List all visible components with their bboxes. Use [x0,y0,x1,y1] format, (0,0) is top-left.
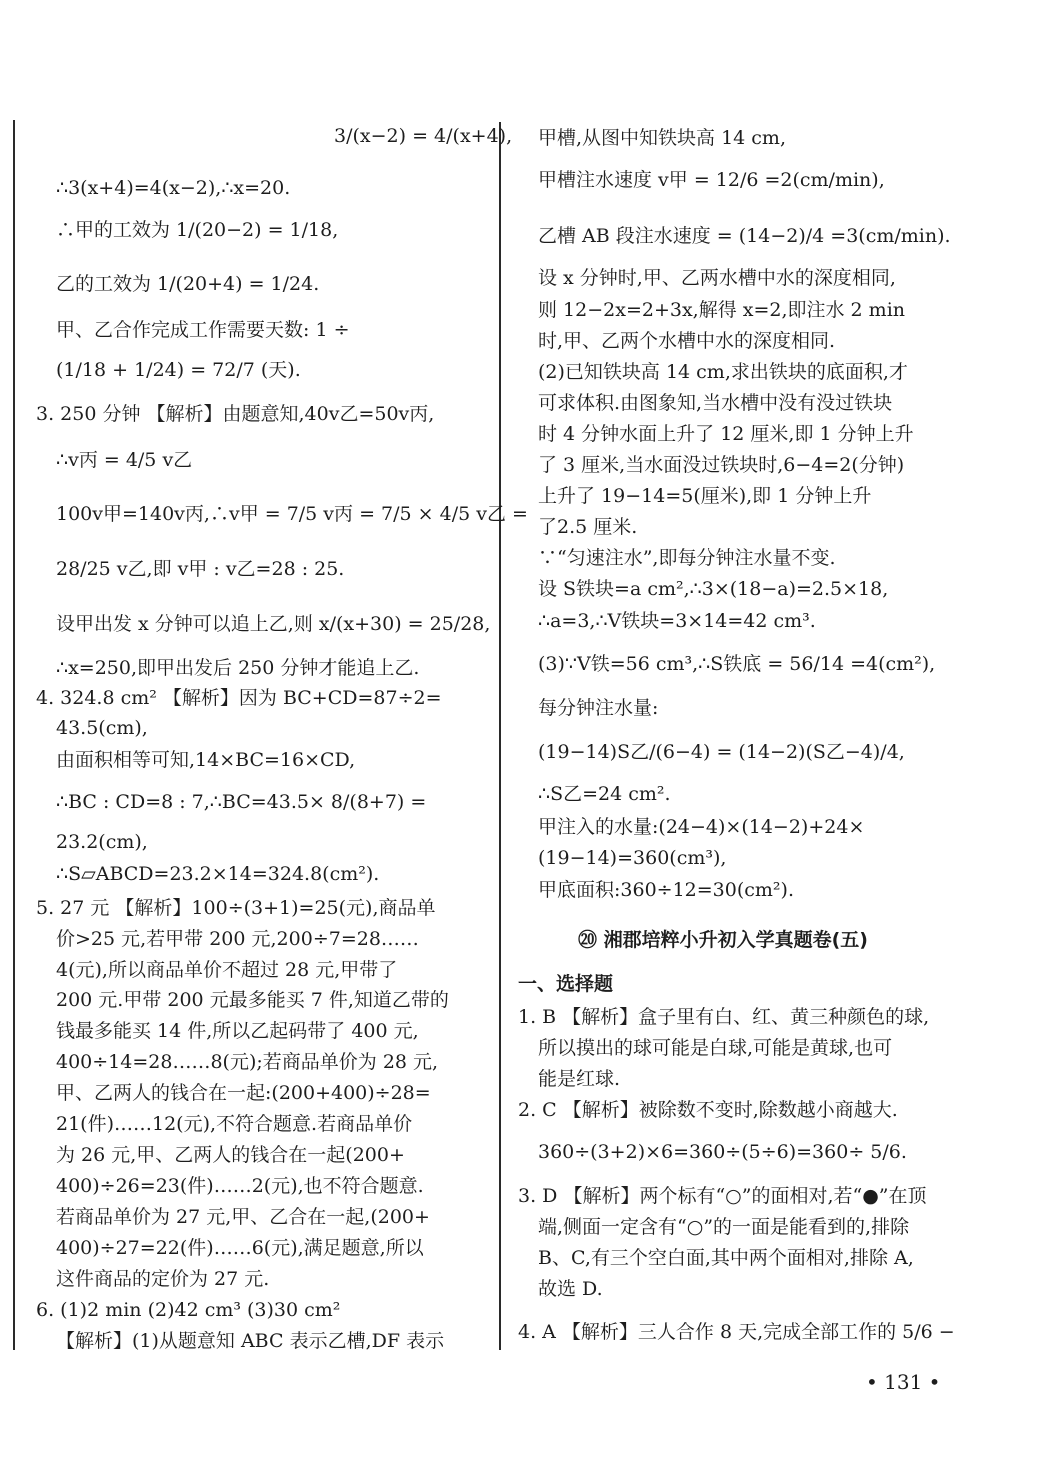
text-line: 400)÷26=23(件)……2(元),也不符合题意. [56,1175,424,1197]
text-line: (2)已知铁块高 14 cm,求出铁块的底面积,才 [538,361,908,383]
text-line: 23.2(cm), [56,831,148,853]
text-line: ∴BC : CD=8 : 7,∴BC=43.5× 8/(8+7) = [56,791,427,813]
text-line: 由面积相等可知,14×BC=16×CD, [56,749,356,771]
text-line: 200 元.甲带 200 元最多能买 7 件,知道乙带的 [56,989,449,1011]
text-line: 可求体积.由图象知,当水槽中没有没过铁块 [538,392,893,414]
text-line: 能是红球. [538,1068,621,1090]
text-line: 设甲出发 x 分钟可以追上乙,则 x/(x+30) = 25/28, [56,613,491,635]
text-line: 每分钟注水量: [538,697,659,719]
text-line: 所以摸出的球可能是白球,可能是黄球,也可 [538,1037,893,1059]
text-line: 乙槽 AB 段注水速度 = (14−2)/4 =3(cm/min). [538,225,951,247]
text-line: 43.5(cm), [56,717,148,739]
text-line: 乙的工效为 1/(20+4) = 1/24. [56,273,320,295]
text-line: 则 12−2x=2+3x,解得 x=2,即注水 2 min [538,299,906,321]
text-line: 故选 D. [538,1278,603,1300]
question-2: 2. C 【解析】被除数不变时,除数越小商越大. [518,1099,898,1121]
text-line: 时 4 分钟水面上升了 12 厘米,即 1 分钟上升 [538,423,914,445]
text-line: 400)÷27=22(件)……6(元),满足题意,所以 [56,1237,424,1259]
text-line: 360÷(3+2)×6=360÷(5÷6)=360÷ 5/6. [538,1141,907,1163]
text-line: 28/25 v乙,即 v甲 : v乙=28 : 25. [56,558,345,580]
text-line: ∴3(x+4)=4(x−2),∴x=20. [56,177,291,199]
text-line: 甲注入的水量:(24−4)×(14−2)+24× [538,816,865,838]
text-line: 4(元),所以商品单价不超过 28 元,甲带了 [56,959,398,981]
text-line: 甲、乙两人的钱合在一起:(200+400)÷28= [56,1082,431,1104]
text-line: 时,甲、乙两个水槽中水的深度相同. [538,330,836,352]
question-5: 5. 27 元 【解析】100÷(3+1)=25(元),商品单 [36,897,436,919]
question-3-choice: 3. D 【解析】两个标有“○”的面相对,若“●”在顶 [518,1185,927,1207]
column-divider [499,122,501,1350]
text-line: 甲槽注水速度 v甲 = 12/6 =2(cm/min), [538,169,885,191]
text-line: 上升了 19−14=5(厘米),即 1 分钟上升 [538,485,872,507]
text-line: 这件商品的定价为 27 元. [56,1268,270,1290]
text-line: 3/(x−2) = 4/(x+4), [334,125,513,147]
text-line: 甲底面积:360÷12=30(cm²). [538,879,794,901]
text-line: 若商品单价为 27 元,甲、乙合在一起,(200+ [56,1206,430,1228]
question-6: 6. (1)2 min (2)42 cm³ (3)30 cm² [36,1299,341,1321]
text-line: 钱最多能买 14 件,所以乙起码带了 400 元, [56,1020,419,1042]
text-line: ∴甲的工效为 1/(20−2) = 1/18, [56,219,339,241]
text-line: ∴v丙 = 4/5 v乙 [56,449,193,471]
text-line: 为 26 元,甲、乙两人的钱合在一起(200+ [56,1144,405,1166]
text-line: ∴S▱ABCD=23.2×14=324.8(cm²). [56,863,380,885]
question-4: 4. 324.8 cm² 【解析】因为 BC+CD=87÷2= [36,687,442,709]
text-line: 21(件)……12(元),不符合题意.若商品单价 [56,1113,413,1135]
text-line: (3)∵V铁=56 cm³,∴S铁底 = 56/14 =4(cm²), [538,653,936,675]
text-line: B、C,有三个空白面,其中两个面相对,排除 A, [538,1247,914,1269]
question-1: 1. B 【解析】盒子里有白、红、黄三种颜色的球, [518,1006,930,1028]
text-line: ∴x=250,即甲出发后 250 分钟才能追上乙. [56,657,420,679]
text-line: ∵“匀速注水”,即每分钟注水量不变. [538,547,836,569]
page-number: • 131 • [866,1370,941,1394]
text-line: 甲槽,从图中知铁块高 14 cm, [538,127,786,149]
question-4-choice: 4. A 【解析】三人合作 8 天,完成全部工作的 5/6 − [518,1321,955,1343]
text-line: 了 3 厘米,当水面没过铁块时,6−4=2(分钟) [538,454,905,476]
section-title: ⑳ 湘郡培粹小升初入学真题卷(五) [578,929,868,951]
text-line: 设 S铁块=a cm²,∴3×(18−a)=2.5×18, [538,578,889,600]
text-line: 了2.5 厘米. [538,516,638,538]
text-line: 价>25 元,若甲带 200 元,200÷7=28…… [56,928,419,950]
text-line: 端,侧面一定含有“○”的一面是能看到的,排除 [538,1216,910,1238]
text-line: ∴a=3,∴V铁块=3×14=42 cm³. [538,610,816,632]
text-line: 【解析】(1)从题意知 ABC 表示乙槽,DF 表示 [56,1330,445,1352]
text-line: 400÷14=28……8(元);若商品单价为 28 元, [56,1051,439,1073]
left-margin-rule [13,120,15,1350]
text-line: (19−14)=360(cm³), [538,847,727,869]
text-line: 100v甲=140v丙,∴v甲 = 7/5 v丙 = 7/5 × 4/5 v乙 = [56,503,528,525]
text-line: (1/18 + 1/24) = 72/7 (天). [56,359,301,381]
text-line: 甲、乙合作完成工作需要天数: 1 ÷ [56,319,350,341]
question-3: 3. 250 分钟 【解析】由题意知,40v乙=50v丙, [36,403,435,425]
text-line: (19−14)S乙/(6−4) = (14−2)(S乙−4)/4, [538,741,905,763]
text-line: ∴S乙=24 cm². [538,783,671,805]
text-line: 设 x 分钟时,甲、乙两水槽中水的深度相同, [538,267,896,289]
section-subtitle: 一、选择题 [518,973,614,995]
